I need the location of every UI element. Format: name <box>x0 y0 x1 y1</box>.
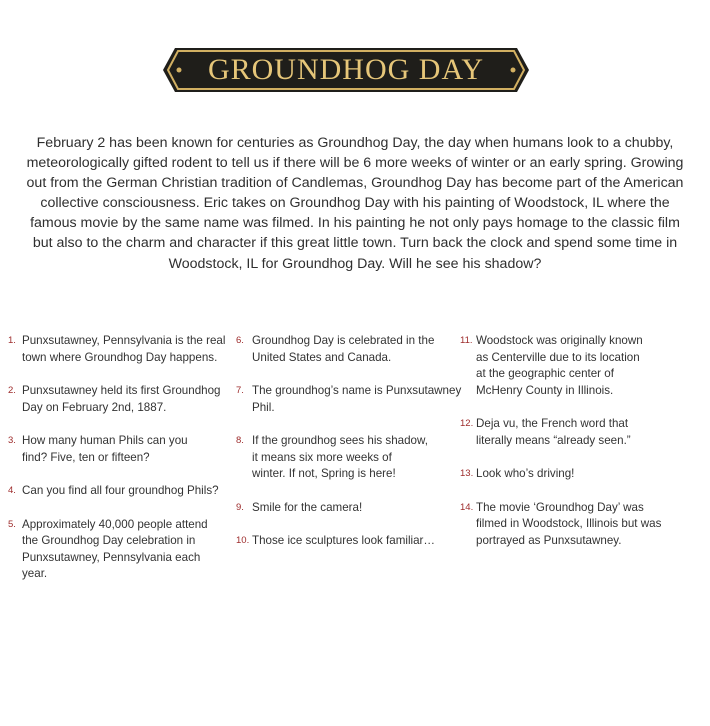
fact-number: 3. <box>8 435 16 446</box>
fact-text: Those ice sculptures look familiar… <box>252 534 435 547</box>
fact-item <box>8 517 228 583</box>
fact-item <box>460 333 670 399</box>
fact-item <box>8 383 228 416</box>
fact-text: Smile for the camera! <box>252 500 363 514</box>
fact-text: Punxsutawney, Pennsylvania is the real town where Groundhog Day happens. <box>22 334 226 364</box>
fact-item <box>8 433 228 466</box>
facts-column-2 <box>236 333 466 550</box>
fact-number: 4. <box>8 485 16 496</box>
fact-text: The movie ‘Groundhog Day’ was filmed in Woodstock, Illinois but was portrayed as Punxsutawney. <box>476 500 662 547</box>
fact-item <box>236 533 466 550</box>
facts-column-1 <box>8 333 228 583</box>
fact-number: 12. <box>460 418 474 429</box>
title-banner <box>163 48 529 92</box>
fact-text: Deja vu, the French word that literally means “already seen.” <box>476 417 631 447</box>
fact-number: 13. <box>460 468 474 479</box>
fact-number: 7. <box>236 385 244 396</box>
fact-item <box>8 483 228 500</box>
fact-text: How many human Phils can you find? Five, ten or fifteen? <box>22 434 188 464</box>
fact-text: Can you find all four groundhog Phils? <box>22 484 219 497</box>
fact-item <box>236 383 466 416</box>
intro-paragraph: February 2 has been known for centuries as Groundhog Day, the day when humans look to a chubby, meteorologically gifted rodent to tell us if there will be 6 more weeks of winter or an early spring. Growing out from the German Christian tradition of Candlemas, Groundhog Day has become part of the American collective consciousness. Eric takes on Groundhog Day with his painting of Woodstock, IL where the famous movie by the same name was filmed. In his painting he not only pays homage to the classic film but also to the charm and character if this great little town. Turn back the clock and spend some time in Woodstock, IL for Groundhog Day. Will he see his shadow? <box>26 135 684 272</box>
fact-item <box>8 333 228 366</box>
fact-text: Woodstock was originally known as Centerville due to its location at the geographic center of McHenry County in Illinois. <box>476 334 643 397</box>
fact-number: 14. <box>460 501 474 513</box>
fact-number: 5. <box>8 518 16 530</box>
fact-number: 2. <box>8 385 16 396</box>
fact-item <box>236 500 466 517</box>
fact-number: 8. <box>236 435 244 446</box>
fact-item <box>460 466 670 483</box>
fact-text: The groundhog’s name is Punxsutawney Phil. <box>252 384 462 414</box>
fact-number: 6. <box>236 335 244 346</box>
fact-text: Groundhog Day is celebrated in the United States and Canada. <box>252 334 435 364</box>
fact-item <box>460 416 670 449</box>
fact-text: Punxsutawney held its first Groundhog Day on February 2nd, 1887. <box>22 384 221 414</box>
fact-number: 11. <box>460 335 473 346</box>
fact-item <box>236 333 466 366</box>
facts-column-3 <box>460 333 670 549</box>
fact-text: Approximately 40,000 people attend the Groundhog Day celebration in Punxsutawney, Pennsylvania each year. <box>22 517 208 580</box>
fact-number: 1. <box>8 335 16 346</box>
fact-item <box>460 500 670 550</box>
fact-text: Look who’s driving! <box>476 467 575 480</box>
fact-item <box>236 433 466 483</box>
fact-number: 9. <box>236 501 244 513</box>
fact-text: If the groundhog sees his shadow, it means six more weeks of winter. If not, Spring is here! <box>252 434 428 480</box>
page-title: GROUNDHOG DAY <box>207 53 485 86</box>
fact-number: 10. <box>236 535 250 546</box>
